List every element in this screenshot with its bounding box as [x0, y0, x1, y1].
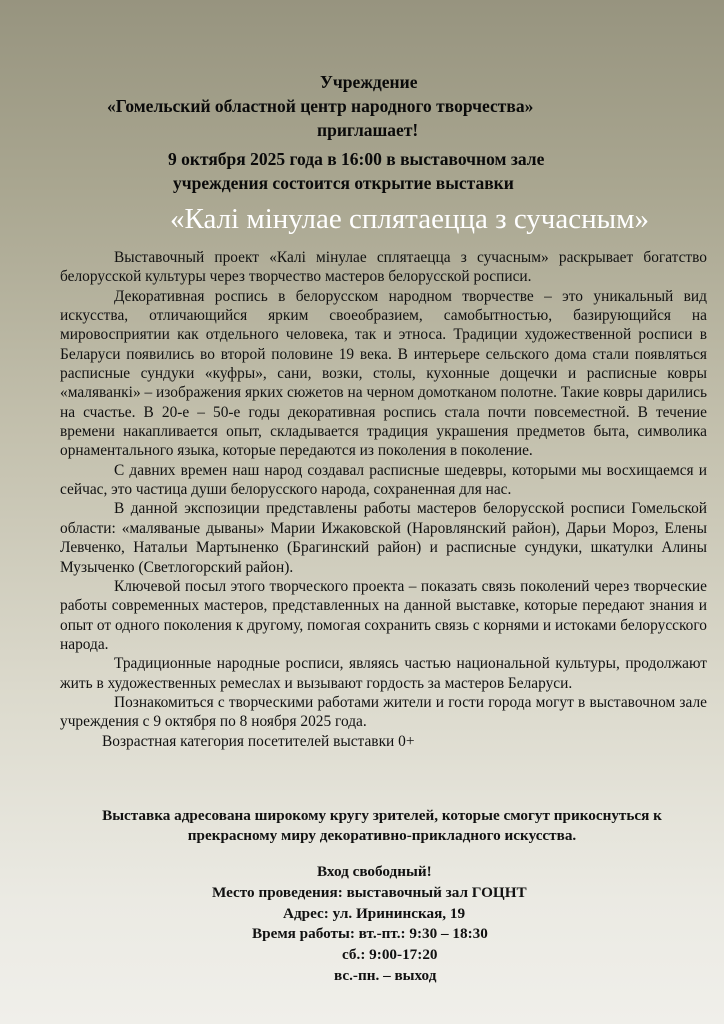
audience-statement [40, 806, 724, 846]
paragraph-heritage: С давних времен наш народ создавал расписные шедевры, которыми мы восхищаемся и сейчас, это частица души белорусского народа, сохраненная для нас. [60, 461, 707, 499]
paragraph-history: Декоративная роспись в белорусском народном творчестве – это уникальный вид искусства, отличающийся ярким своеобразием, самобытностью, базирующийся на мировосприятии как отдельного человека, так и этноса. Традиции художественной росписи в Беларуси появились во второй половине 19 века. В интерьере сельского дома стали появляться расписные сундуки «куфры», сани, возки, столы, кухонные дощечки и расписные ковры «маляванкі» – изображения ярких сюжетов на черном домотканом полотне. Такие ковры дарились на счастье. В 20-е – 50-е годы декоративная роспись стала почти повсеместной. В течение времени накапливается опыт, складывается традиция украшения предметов быта, символика орнаментального языка, которые передаются из поколения в поколение. [60, 287, 707, 460]
free-entry: Вход свободный! [317, 863, 432, 880]
audience-line-2: прекрасному миру декоративно-прикладного искусства. [187, 827, 577, 844]
age-category: Возрастная категория посетителей выставки 0+ [102, 732, 415, 750]
header-institution: Учреждение [320, 72, 418, 92]
paragraph-traditions: Традиционные народные росписи, являясь частью национальной культуры, продолжают жить в художественных ремеслах и вызывают гордость за мастеров Беларуси. [60, 655, 707, 692]
paragraph-intro: Выставочный проект «Калі мінулае сплятаецца з сучасным» раскрывает богатство белорусской культуры через творчество мастеров белорусской росписи. [60, 249, 707, 286]
venue: Место проведения: выставочный зал ГОЦНТ [212, 884, 527, 901]
header-date-time: 9 октября 2025 года в 16:00 в выставочном зале [168, 149, 545, 169]
days-off: вс.-пн. – выход [334, 967, 437, 984]
header-organization-name: «Гомельский областной центр народного творчества» [107, 96, 534, 116]
paragraph-dates: Познакомиться с творческими работами жители и гости города могут в выставочном зале учреждения с 9 октября по 8 ноября 2025 года. [60, 693, 707, 731]
header-invites: приглашает! [317, 120, 419, 140]
address: Адрес: ул. Ирининская, 19 [283, 905, 466, 922]
paragraph-message: Ключевой посыл этого творческого проекта – показать связь поколений через творческие работы современных мастеров, представленных на данной выставке, которые передают знания и опыт от одного поколения к другому, помогая сохранить связь с корнями и истоками белорусского народа. [60, 577, 707, 653]
hours-weekdays: Время работы: вт.-пт.: 9:30 – 18:30 [252, 925, 488, 942]
description-body [60, 248, 707, 751]
exhibition-title: «Калі мінулае сплятаецца з сучасным» [170, 203, 649, 235]
header-opening: учреждения состоится открытие выставки [173, 173, 514, 193]
hours-saturday: сб.: 9:00-17:20 [342, 946, 438, 963]
paragraph-exposition: В данной экспозиции представлены работы мастеров белорусской росписи Гомельской области: «маляваные дываны» Марии Ижаковской (Наровлянский район), Дарьи Мороз, Елены Левченко, Натальи Мартыненко (Брагинский район) и расписные сундуки, шкатулки Алины Музыченко (Светлогорский район). [60, 500, 707, 576]
audience-line-1: Выставка адресована широкому кругу зрителей, которые смогут прикоснуться к [102, 807, 662, 824]
